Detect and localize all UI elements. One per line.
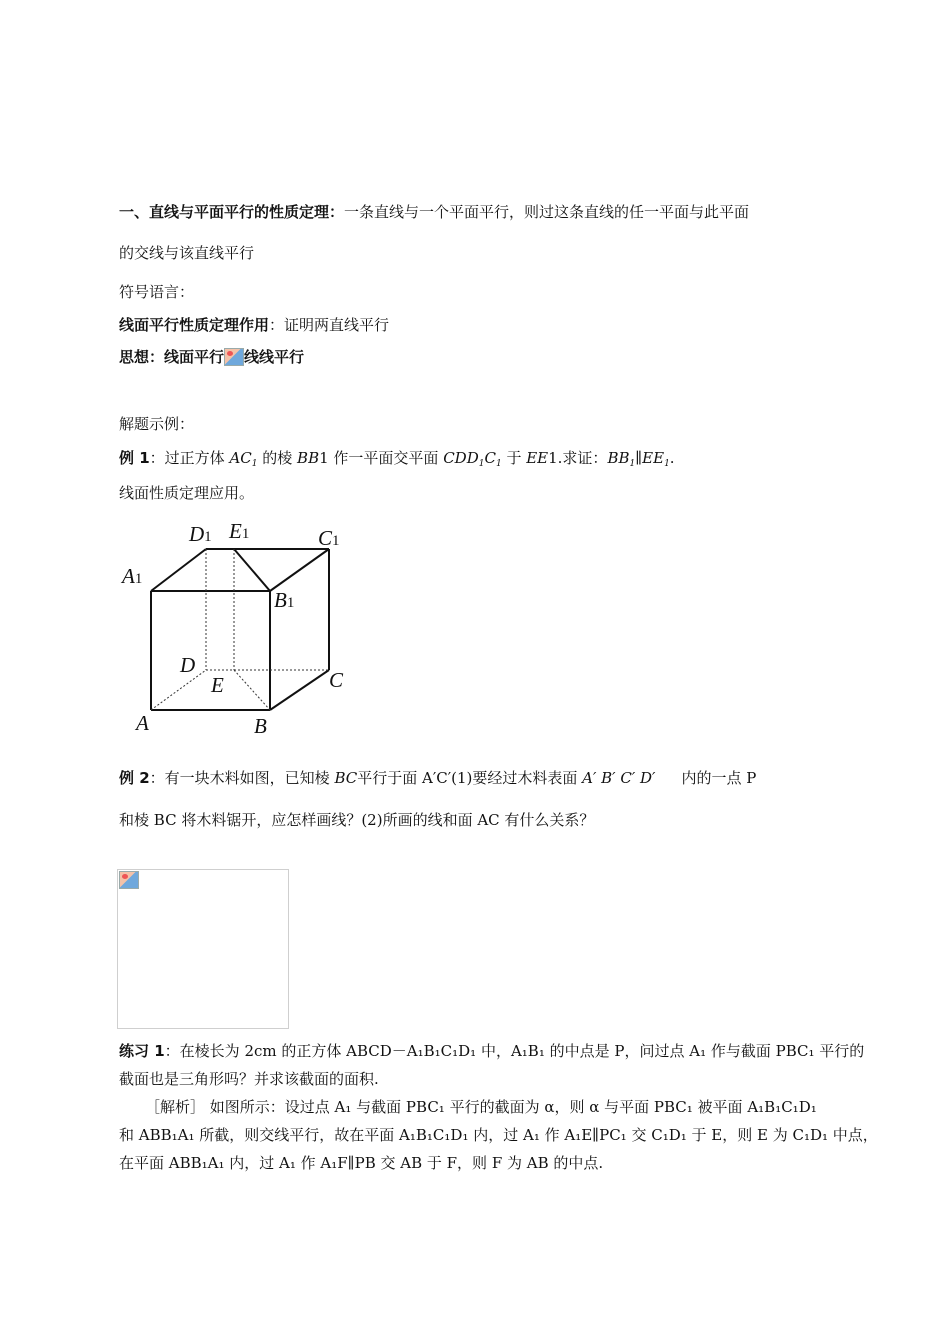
broken-image-icon (119, 871, 139, 889)
label-d1: D1 (189, 522, 212, 546)
exercise1-label: 练习 1 (119, 1042, 165, 1060)
exercise1-text: ：在棱长为 2cm 的正方体 ABCD－A₁B₁C₁D₁ 中，A₁B₁ 的中点是 P，问过点 A₁ 作与截面 PBC₁ 平行的 (164, 1042, 865, 1060)
solution-line-2: 和 ABB₁A₁ 所截，则交线平行，故在平面 A₁B₁C₁D₁ 内，过 A₁ 作 A₁E∥PC₁ 交 C₁D₁ 于 E，则 E 为 C₁D₁ 中点， (119, 1126, 878, 1144)
theorem-heading: 一、直线与平面平行的性质定理： (119, 203, 345, 221)
math-sub: 1 (629, 459, 636, 469)
example1-text: 1 作一平面交平面 (319, 449, 444, 467)
example2-line-1 (119, 768, 756, 788)
example1-line (119, 448, 675, 474)
math-bc: BC (334, 769, 358, 787)
label-b: B (254, 714, 267, 738)
label-c: C (329, 668, 344, 692)
math-sub: 1 (495, 459, 502, 469)
label-a: A (136, 711, 149, 735)
exercise1-line-2: 截面也是三角形吗？并求该截面的面积. (119, 1070, 379, 1088)
missing-figure (117, 869, 289, 1029)
usage-line (119, 315, 389, 335)
label-b1: B1 (274, 588, 295, 612)
idea-line (119, 347, 304, 367)
label-a1: A1 (122, 564, 143, 588)
math-ac1: AC (229, 449, 252, 467)
math-ee1: EE (642, 449, 665, 467)
math-sub: 1 (251, 459, 258, 469)
label-e1: E1 (229, 519, 250, 543)
example2-text: 内的一点 P (681, 769, 757, 787)
example1-text: 于 (501, 449, 527, 467)
exercise1-line-1 (119, 1041, 864, 1061)
idea-left: 思想：线面平行 (119, 348, 225, 366)
math-sub: 1 (664, 459, 670, 469)
parallel-symbol: ∥ (635, 449, 643, 467)
math-bb1: BB (607, 449, 630, 467)
usage-bold: 线面平行性质定理作用 (119, 316, 270, 334)
solution-line-3: 在平面 ABB₁A₁ 内，过 A₁ 作 A₁F∥PB 交 AB 于 F，则 F 为 AB 的中点. (119, 1154, 604, 1172)
math-ee1: EE (526, 449, 549, 467)
example1-text: 的棱 (257, 449, 298, 467)
example1-label: 例 1 (119, 449, 150, 467)
math-face: A′ B′ C′ D′ (582, 769, 656, 787)
usage-text: ：证明两直线平行 (269, 316, 390, 334)
broken-image-icon (224, 348, 244, 366)
example2-text: 平行于面 A′C′(1)要经过木料表面 (357, 769, 583, 787)
example1-text: ：过正方体 (149, 449, 230, 467)
math-c1: C (484, 449, 496, 467)
example1-text: . (669, 449, 675, 467)
math-cdd1: CDD (443, 449, 479, 467)
label-e: E (211, 673, 224, 697)
example2-text: ：有一块木料如图，已知棱 (149, 769, 335, 787)
example2-line-2: 和棱 BC 将木料锯开，应怎样画线？(2)所画的线和面 AC 有什么关系？ (119, 811, 595, 829)
application-label: 线面性质定理应用。 (119, 484, 255, 502)
math-sub: 1 (478, 459, 485, 469)
example2-label: 例 2 (119, 769, 150, 787)
label-c1: C1 (318, 526, 340, 550)
theorem-line-1 (119, 202, 749, 222)
symbol-language-label: 符号语言： (119, 283, 195, 301)
solution-line-1: ［解析］ 如图所示：设过点 A₁ 与截面 PBC₁ 平行的截面为 α，则 α 与平面 PBC₁ 被平面 A₁B₁C₁D₁ (145, 1098, 817, 1116)
cube-figure (118, 515, 358, 740)
example1-text: 1.求证： (548, 449, 608, 467)
examples-label: 解题示例： (119, 415, 195, 433)
label-d: D (180, 653, 196, 677)
idea-right: 线线平行 (244, 348, 305, 366)
theorem-text-a: 一条直线与一个平面平行，则过这条直线的任一平面与此平面 (344, 203, 750, 221)
theorem-line-2: 的交线与该直线平行 (119, 244, 255, 262)
math-bb1: BB (297, 449, 320, 467)
